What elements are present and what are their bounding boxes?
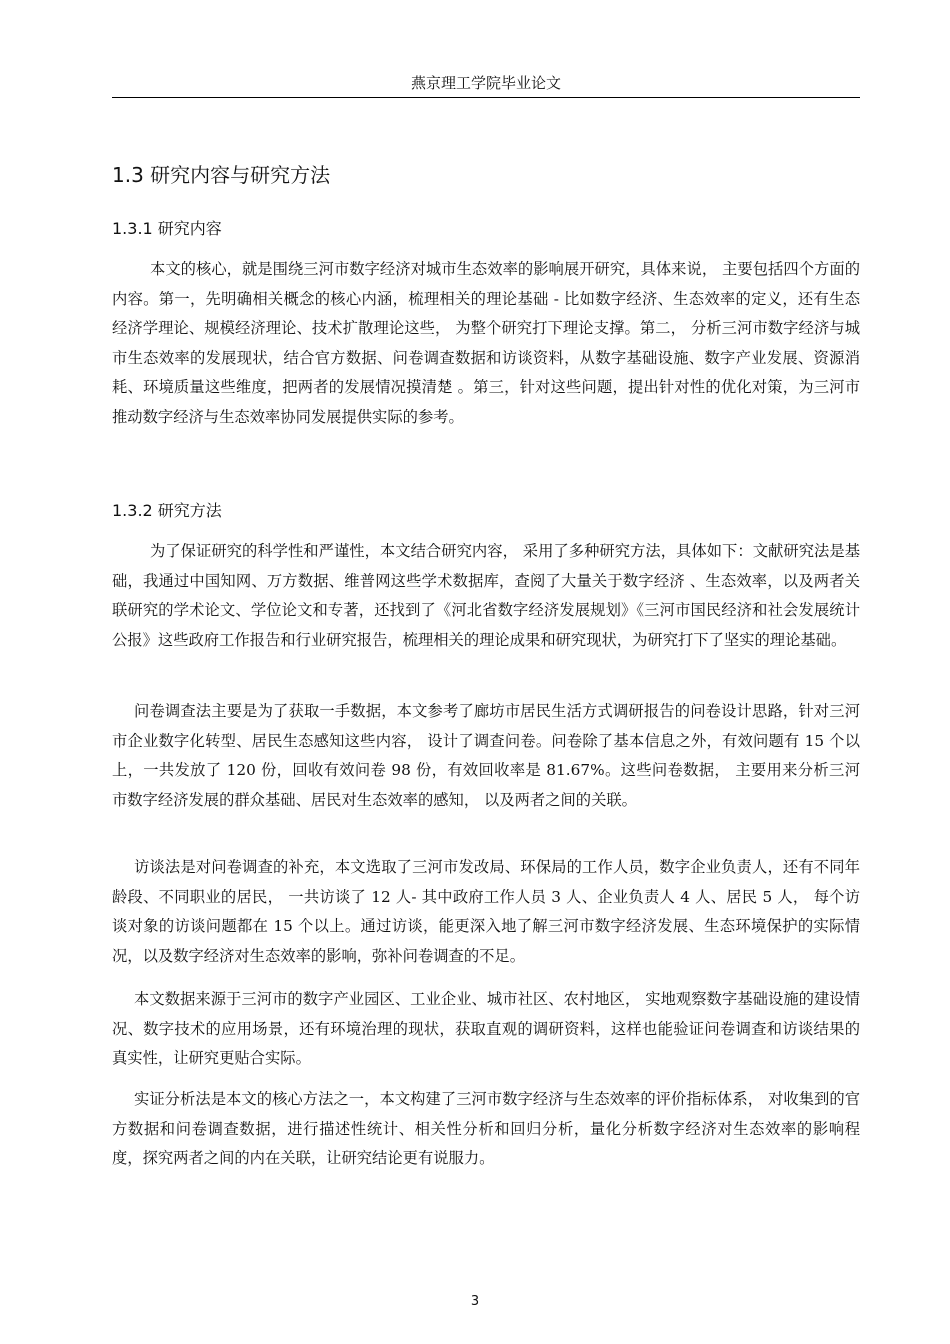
paragraph-field-data: 本文数据来源于三河市的数字产业园区、工业企业、城市社区、农村地区， 实地观察数字基础设施的建设情况、数字技术的应用场景，还有环境治理的现状，获取直观的调研资料，这样也能验证问卷调查和访谈结果的真实性，让研究更贴合实际。 — [112, 990, 860, 1068]
page-header-title: 燕京理工学院毕业论文 — [410, 74, 561, 92]
paragraph-literature-method: 为了保证研究的科学性和严谨性，本文结合研究内容， 采用了多种研究方法，具体如下：文献研究法是基础，我通过中国知网、万方数据、维普网这些学术数据库，查阅了大量关于数字经济 、生态效率，以及两者关联研究的学术论文、学位论文和专著，还找到了《河北省数字经济发展规划》《三河市国民经济和社会发展统计公报》这些政府工作报告和行业研究报告，梳理相关的理论成果和研究现状，为研究打下了坚实的理论基础。 — [112, 542, 860, 649]
paragraph-questionnaire-method: 问卷调查法主要是为了获取一手数据，本文参考了廊坊市居民生活方式调研报告的问卷设计思路，针对三河市企业数字化转型、居民生态感知这些内容， 设计了调查问卷。问卷除了基本信息之外，有效问题有 15 个以上，一共发放了 120 份，回收有效问卷 98 份，有效回收率是 81.67%。这些问卷数据， 主要用来分析三河市数字经济发展的群众基础、居民对生态效率的感知， 以及两者之间的关联。 — [112, 702, 860, 809]
paragraph-interview-method: 访谈法是对问卷调查的补充，本文选取了三河市发改局、环保局的工作人员，数字企业负责人，还有不同年龄段、不同职业的居民， 一共访谈了 12 人- 其中政府工作人员 3 人、企业负责人 4 人、居民 5 人， 每个访谈对象的访谈问题都在 15 个以上。通过访谈，能更深入地了解三河市数字经济发展、生态环境保护的实际情况，以及数字经济对生态效率的影响，弥补问卷调查的不足。 — [112, 858, 860, 965]
section-heading: 1.3 研究内容与研究方法 — [112, 163, 331, 187]
subsection-heading-methods: 1.3.2 研究方法 — [112, 501, 222, 520]
page-number: 3 — [470, 1294, 480, 1309]
subsection-heading-content: 1.3.1 研究内容 — [112, 219, 222, 238]
paragraph-empirical-method: 实证分析法是本文的核心方法之一，本文构建了三河市数字经济与生态效率的评价指标体系， 对收集到的官方数据和问卷调查数据，进行描述性统计、相关性分析和回归分析，量化分析数字经济对生态效率的影响程度，探究两者之间的内在关联，让研究结论更有说服力。 — [112, 1090, 860, 1168]
paragraph-research-content: 本文的核心，就是围绕三河市数字经济对城市生态效率的影响展开研究，具体来说， 主要包括四个方面的内容。第一，先明确相关概念的核心内涵，梳理相关的理论基础 - 比如数字经济、生态效率的定义，还有生态经济学理论、规模经济理论、技术扩散理论这些， 为整个研究打下理论支撑。第二， 分析三河市数字经济与城市生态效率的发展现状，结合官方数据、问卷调查数据和访谈资料，从数字基础设施、数字产业发展、资源消耗、环境质量这些维度，把两者的发展情况摸清楚 。第三，针对这些问题，提出针对性的优化对策，为三河市推动数字经济与生态效率协同发展提供实际的参考。 — [112, 260, 860, 426]
header-divider — [112, 97, 860, 98]
